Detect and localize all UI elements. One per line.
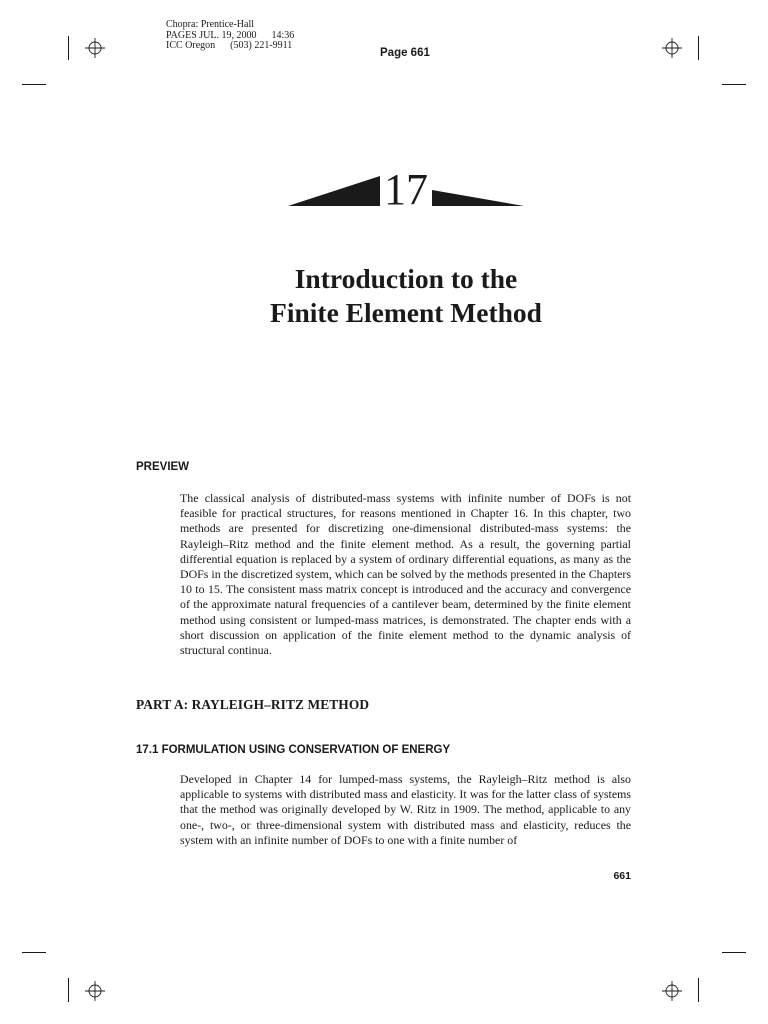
running-head: Page 661 [380, 47, 430, 59]
slug-line-date: PAGES JUL. 19, 2000 14:36 [166, 29, 295, 41]
slug-line-printer: ICC Oregon (503) 221-9911 [166, 40, 293, 51]
chapter-title-line-1: Introduction to the [294, 263, 518, 294]
preview-heading: PREVIEW [136, 461, 190, 473]
registration-mark-icon [85, 38, 105, 58]
registration-mark-icon [662, 981, 682, 1001]
crop-mark-top-left-v [68, 36, 69, 60]
crop-mark-top-left-h [22, 84, 46, 85]
section-paragraph: Developed in Chapter 14 for lumped-mass systems, the Rayleigh–Ritz method is also applicable to systems with distributed mass and elasticity. It was for the latter class of systems that the method was originally developed by W. Ritz in 1909. The method, applicable to any one-, two-, or three-dimensional system with distributed mass and elasticity, reduces the system with an infinite number of DOFs to one with a finite number of [180, 772, 631, 847]
registration-mark-icon [662, 38, 682, 58]
section-heading: 17.1 FORMULATION USING CONSERVATION OF ENERGY [136, 744, 451, 756]
registration-mark-icon [85, 981, 105, 1001]
crop-mark-top-right-h [722, 84, 746, 85]
crop-mark-top-right-v [698, 36, 699, 60]
crop-mark-bottom-left-h [22, 952, 46, 953]
crop-mark-bottom-right-h [722, 952, 746, 953]
page-number: 661 [613, 870, 631, 882]
slug-line-publisher: Chopra: Prentice-Hall [166, 19, 255, 30]
print-slug [166, 20, 294, 52]
chapter-ornament [288, 165, 524, 214]
part-heading: PART A: RAYLEIGH–RITZ METHOD [136, 697, 370, 712]
chapter-title-line-2: Finite Element Method [270, 297, 542, 328]
preview-paragraph: The classical analysis of distributed-mass systems with infinite number of DOFs is not feasible for practical structures, for reasons mentioned in Chapter 16. In this chapter, two methods are presented for discretizing one-dimensional distributed-mass systems: the Rayleigh–Ritz method and the finite element method. As a result, the governing partial differential equation is replaced by a system of ordinary differential equations, as many as the DOFs in the discretized system, which can be solved by the methods presented in the Chapters 10 to 15. The consistent mass matrix concept is introduced and the accuracy and convergence of the approximate natural frequencies of a cantilever beam, determined by the finite element method using consistent or lumped-mass matrices, is demonstrated. The chapter ends with a short discussion on application of the finite element method to the dynamic analysis of structural continua. [180, 491, 631, 658]
crop-mark-bottom-left-v [68, 978, 69, 1002]
chapter-number: 17 [384, 165, 428, 214]
crop-mark-bottom-right-v [698, 978, 699, 1002]
